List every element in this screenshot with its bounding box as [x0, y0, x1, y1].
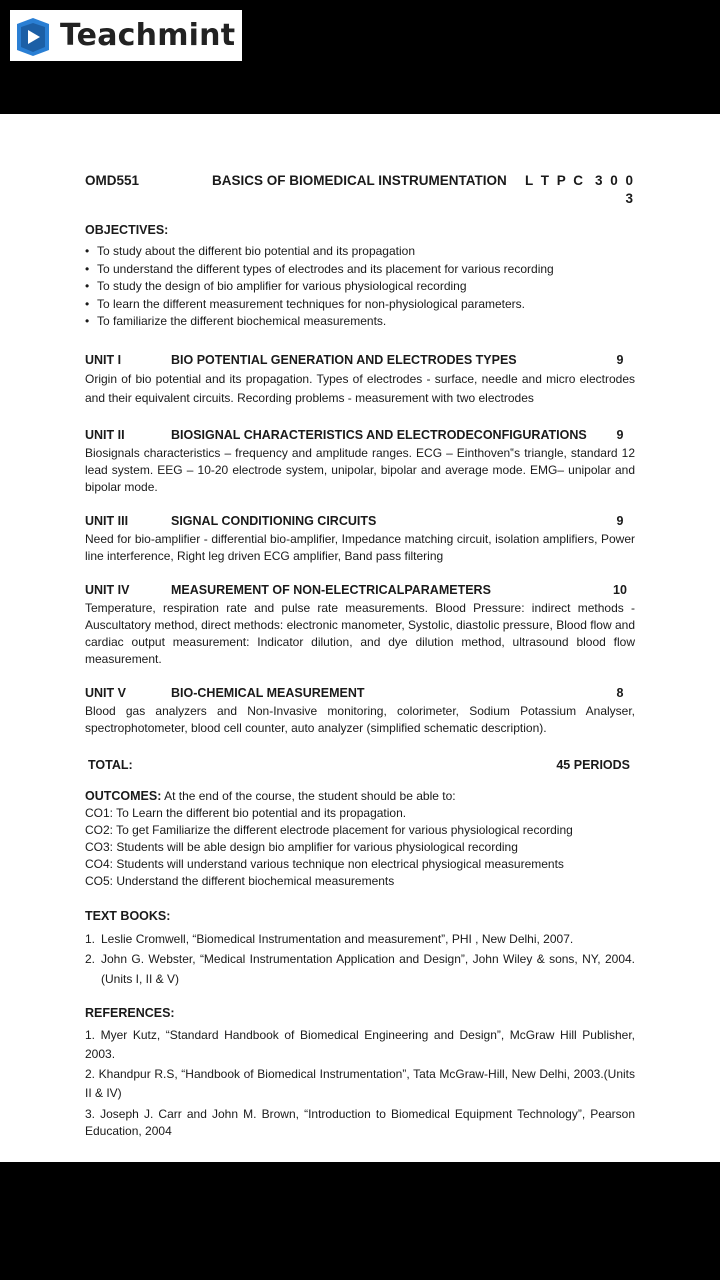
unit-hours: 9 — [616, 352, 624, 367]
total-row — [85, 757, 635, 774]
unit-body: Need for bio-amplifier - differential bio-amplifier, Impedance matching circuit, isolation amplifiers, Power line interference, Right leg driven ECG amplifier, Band pass filtering — [85, 531, 635, 563]
unit-hours: 8 — [616, 685, 624, 700]
unit-title: BIO POTENTIAL GENERATION AND ELECTRODES TYPES — [171, 352, 517, 367]
unit-body: Temperature, respiration rate and pulse rate measurements. Blood Pressure: indirect methods - Auscultatory method, direct methods: electronic manometer, Systolic, diastolic pressure, Blood flow and cardiac output measurement: Indicator dilution, and dye dilution method, ultrasound blood flow measurement. — [85, 600, 635, 666]
ltpc-label: L T P C — [525, 173, 586, 188]
brand-name: Teachmint — [60, 18, 236, 53]
outcomes — [85, 788, 635, 890]
unit-4 — [85, 581, 635, 668]
list-item: • To study about the different bio potential and its propagation — [85, 243, 635, 261]
outcomes-label: OUTCOMES: — [85, 788, 162, 803]
list-item: • To study the design of bio amplifier for various physiological recording — [85, 278, 635, 296]
list-item: 3. Joseph J. Carr and John M. Brown, “Introduction to Biomedical Equipment Technology”, Pearson Education, 2004 — [85, 1106, 635, 1138]
course-title: BASICS OF BIOMEDICAL INSTRUMENTATION — [212, 173, 507, 188]
list-item: 1. Myer Kutz, “Standard Handbook of Biomedical Engineering and Design”, McGraw Hill Publisher, 2003. — [85, 1027, 635, 1061]
unit-hours: 10 — [613, 582, 627, 597]
unit-title: BIOSIGNAL CHARACTERISTICS AND ELECTRODECONFIGURATIONS — [171, 427, 587, 442]
unit-number: UNIT II — [85, 427, 125, 442]
book-icon — [14, 16, 52, 56]
objectives-list — [85, 243, 635, 331]
document-page — [0, 114, 720, 1162]
unit-number: UNIT I — [85, 352, 122, 367]
list-item: CO5: Understand the different biochemical measurements — [85, 873, 395, 888]
unit-body: Origin of bio potential and its propagation. Types of electrodes - surface, needle and micro electrodes and their equivalent circuits. Recording problems - measurement with two electrodes — [85, 371, 635, 405]
total-label: TOTAL: — [88, 757, 133, 772]
unit-title: BIO-CHEMICAL MEASUREMENT — [171, 685, 365, 700]
list-item: CO2: To get Familiarize the different electrode placement for various physiological recording — [85, 822, 573, 837]
unit-body: Biosignals characteristics – frequency and amplitude ranges. ECG – Einthoven‟s triangle, standard 12 lead system. EEG – 10-20 electrode system, unipolar, bipolar and average mode. EMG– unipolar and bipolar mode. — [85, 445, 635, 494]
unit-title: SIGNAL CONDITIONING CIRCUITS — [171, 513, 377, 528]
list-item: CO4: Students will understand various technique non electrical physiogical measurements — [85, 856, 564, 871]
syllabus — [85, 172, 635, 1141]
outcomes-lead: At the end of the course, the student should be able to: — [161, 788, 456, 803]
unit-number: UNIT III — [85, 513, 129, 528]
list-item: CO3: Students will be able design bio amplifier for various physiological recording — [85, 839, 518, 854]
unit-hours: 9 — [616, 513, 624, 528]
teachmint-logo[interactable] — [10, 10, 242, 61]
unit-3 — [85, 512, 635, 565]
course-code: OMD551 — [85, 173, 140, 188]
unit-1 — [85, 351, 635, 408]
list-item: 2. John G. Webster, “Medical Instrumentation Application and Design”, John Wiley & sons, NY, 2004. (Units I, II & V) — [85, 951, 635, 986]
list-item: 2. Khandpur R.S, “Handbook of Biomedical Instrumentation”, Tata McGraw-Hill, New Delhi, 2003.(Units II & IV) — [85, 1066, 635, 1100]
unit-hours: 9 — [616, 427, 624, 442]
references-title: REFERENCES: — [85, 1005, 175, 1020]
unit-2 — [85, 426, 635, 496]
list-item: • To familiarize the different biochemical measurements. — [85, 313, 635, 331]
course-header — [85, 172, 635, 208]
textbooks-title: TEXT BOOKS: — [85, 908, 171, 923]
list-item: CO1: To Learn the different bio potential and its propagation. — [85, 805, 407, 820]
list-item: 1. Leslie Cromwell, “Biomedical Instrumentation and measurement”, PHI , New Delhi, 2007. — [85, 931, 574, 946]
references-list — [85, 1026, 635, 1140]
unit-title: MEASUREMENT OF NON-ELECTRICALPARAMETERS — [171, 582, 491, 597]
objectives-title: OBJECTIVES: — [85, 223, 169, 237]
textbooks-list — [85, 929, 635, 989]
list-item: • To learn the different measurement techniques for non-physiological parameters. — [85, 296, 635, 314]
unit-body: Blood gas analyzers and Non-Invasive monitoring, colorimeter, Sodium Potassium Analyser, spectrophotometer, blood cell counter, auto analyzer (simplified schematic description). — [85, 703, 635, 735]
unit-number: UNIT V — [85, 685, 126, 700]
unit-5 — [85, 684, 635, 737]
unit-number: UNIT IV — [85, 582, 130, 597]
total-value: 45 PERIODS — [556, 757, 630, 772]
credits: 3 0 0 3 — [594, 173, 635, 206]
list-item: • To understand the different types of electrodes and its placement for various recording — [85, 261, 635, 279]
